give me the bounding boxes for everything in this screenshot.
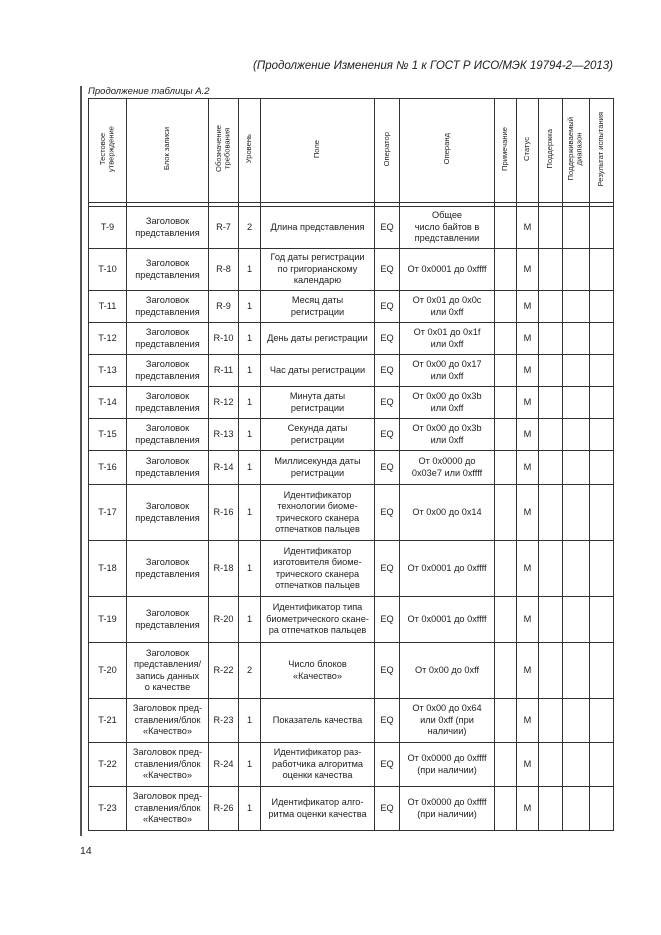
- level-cell: 1: [239, 387, 261, 419]
- operator-cell: EQ: [375, 291, 400, 323]
- record-block-cell: Заголовок представления: [127, 419, 209, 451]
- operator-cell: EQ: [375, 597, 400, 643]
- level-cell: 1: [239, 597, 261, 643]
- test-id-cell: T-17: [89, 485, 127, 541]
- status-cell: M: [517, 541, 539, 597]
- test-id-cell: T-22: [89, 743, 127, 787]
- note-cell: [495, 597, 517, 643]
- column-header-operator: Оператор: [381, 131, 391, 166]
- level-cell: 1: [239, 485, 261, 541]
- requirement-cell: R-26: [209, 787, 239, 831]
- field-cell: Год даты регистрации по григорианскому календарю: [261, 249, 375, 291]
- operator-cell: EQ: [375, 419, 400, 451]
- field-cell: Идентификатор технологии биоме- трического сканера отпечатков пальцев: [261, 485, 375, 541]
- status-cell: M: [517, 249, 539, 291]
- record-block-cell: Заголовок представления: [127, 291, 209, 323]
- level-cell: 2: [239, 643, 261, 699]
- result-cell: [590, 207, 614, 249]
- requirement-cell: R-20: [209, 597, 239, 643]
- header-cell: [539, 99, 563, 203]
- record-block-cell: Заголовок пред- ставления/блок «Качество»: [127, 743, 209, 787]
- header-cell: [517, 99, 539, 203]
- result-cell: [590, 743, 614, 787]
- header-cell: [400, 99, 495, 203]
- range-cell: [563, 291, 590, 323]
- record-block-cell: Заголовок представления: [127, 485, 209, 541]
- status-cell: M: [517, 485, 539, 541]
- header-cell: [590, 99, 614, 203]
- record-block-cell: Заголовок представления: [127, 207, 209, 249]
- operator-cell: EQ: [375, 787, 400, 831]
- test-id-cell: T-11: [89, 291, 127, 323]
- level-cell: 1: [239, 291, 261, 323]
- level-cell: 1: [239, 249, 261, 291]
- operator-cell: EQ: [375, 485, 400, 541]
- status-cell: M: [517, 597, 539, 643]
- result-cell: [590, 597, 614, 643]
- page-number: 14: [80, 845, 92, 857]
- test-id-cell: T-16: [89, 451, 127, 485]
- level-cell: 2: [239, 207, 261, 249]
- table-row: [89, 355, 614, 387]
- requirement-cell: R-7: [209, 207, 239, 249]
- level-cell: 1: [239, 787, 261, 831]
- operand-cell: От 0x0001 до 0xffff: [400, 249, 495, 291]
- test-id-cell: T-23: [89, 787, 127, 831]
- record-block-cell: Заголовок представления: [127, 451, 209, 485]
- field-cell: Минута даты регистрации: [261, 387, 375, 419]
- column-header-range: Поддерживаемый диапазон: [566, 117, 584, 181]
- margin-rule: [80, 86, 82, 836]
- table-row: [89, 787, 614, 831]
- status-cell: M: [517, 643, 539, 699]
- operand-cell: От 0x00 до 0x14: [400, 485, 495, 541]
- header-cell: [563, 99, 590, 203]
- field-cell: Идентификатор типа биометрического скане- ра отпечатков пальцев: [261, 597, 375, 643]
- operator-cell: EQ: [375, 743, 400, 787]
- header-cell: [239, 99, 261, 203]
- operand-cell: От 0x00 до 0x3b или 0xff: [400, 419, 495, 451]
- column-header-result: Результат испытания: [596, 111, 606, 186]
- field-cell: Миллисекунда даты регистрации: [261, 451, 375, 485]
- status-cell: M: [517, 787, 539, 831]
- result-cell: [590, 291, 614, 323]
- header-cell: [375, 99, 400, 203]
- requirement-cell: R-12: [209, 387, 239, 419]
- status-cell: M: [517, 355, 539, 387]
- table-row: [89, 743, 614, 787]
- range-cell: [563, 541, 590, 597]
- operand-cell: От 0x01 до 0x0c или 0xff: [400, 291, 495, 323]
- field-cell: Идентификатор алго- ритма оценки качества: [261, 787, 375, 831]
- operand-cell: От 0x0000 до 0x03e7 или 0xffff: [400, 451, 495, 485]
- range-cell: [563, 787, 590, 831]
- level-cell: 1: [239, 323, 261, 355]
- operand-cell: От 0x00 до 0x17 или 0xff: [400, 355, 495, 387]
- column-header-level: Уровень: [244, 134, 254, 164]
- test-id-cell: T-12: [89, 323, 127, 355]
- result-cell: [590, 451, 614, 485]
- support-cell: [539, 643, 563, 699]
- result-cell: [590, 643, 614, 699]
- column-header-status: Статус: [522, 136, 532, 161]
- note-cell: [495, 699, 517, 743]
- result-cell: [590, 355, 614, 387]
- field-cell: Секунда даты регистрации: [261, 419, 375, 451]
- table-row: [89, 541, 614, 597]
- range-cell: [563, 451, 590, 485]
- requirement-cell: R-9: [209, 291, 239, 323]
- operand-cell: От 0x0000 до 0xffff (при наличии): [400, 743, 495, 787]
- operator-cell: EQ: [375, 643, 400, 699]
- range-cell: [563, 597, 590, 643]
- test-id-cell: T-21: [89, 699, 127, 743]
- field-cell: День даты регистрации: [261, 323, 375, 355]
- operand-cell: От 0x0001 до 0xffff: [400, 597, 495, 643]
- support-cell: [539, 387, 563, 419]
- table-row: [89, 249, 614, 291]
- level-cell: 1: [239, 355, 261, 387]
- level-cell: 1: [239, 451, 261, 485]
- table-row: [89, 451, 614, 485]
- table-body: [89, 203, 614, 831]
- header-cell: [261, 99, 375, 203]
- support-cell: [539, 485, 563, 541]
- note-cell: [495, 643, 517, 699]
- column-header-test: Тестовое утверждение: [97, 125, 116, 172]
- requirement-cell: R-13: [209, 419, 239, 451]
- note-cell: [495, 355, 517, 387]
- column-header-block: Блок записи: [162, 127, 172, 171]
- requirement-cell: R-8: [209, 249, 239, 291]
- status-cell: M: [517, 743, 539, 787]
- test-id-cell: T-20: [89, 643, 127, 699]
- requirement-cell: R-11: [209, 355, 239, 387]
- requirement-cell: R-10: [209, 323, 239, 355]
- record-block-cell: Заголовок представления: [127, 387, 209, 419]
- range-cell: [563, 419, 590, 451]
- field-cell: Час даты регистрации: [261, 355, 375, 387]
- record-block-cell: Заголовок пред- ставления/блок «Качество»: [127, 699, 209, 743]
- level-cell: 1: [239, 419, 261, 451]
- record-block-cell: Заголовок представления/ запись данных о качестве: [127, 643, 209, 699]
- table-caption: Продолжение таблицы А.2: [88, 86, 210, 97]
- header-cell: [89, 99, 127, 203]
- range-cell: [563, 643, 590, 699]
- support-cell: [539, 291, 563, 323]
- operator-cell: EQ: [375, 451, 400, 485]
- level-cell: 1: [239, 699, 261, 743]
- table-row: [89, 485, 614, 541]
- note-cell: [495, 387, 517, 419]
- status-cell: M: [517, 699, 539, 743]
- range-cell: [563, 743, 590, 787]
- field-cell: Месяц даты регистрации: [261, 291, 375, 323]
- operand-cell: От 0x00 до 0x64 или 0xff (при наличии): [400, 699, 495, 743]
- operand-cell: Общее число байтов в представлении: [400, 207, 495, 249]
- table-row: [89, 419, 614, 451]
- table-row: [89, 597, 614, 643]
- note-cell: [495, 743, 517, 787]
- level-cell: 1: [239, 743, 261, 787]
- support-cell: [539, 207, 563, 249]
- result-cell: [590, 541, 614, 597]
- result-cell: [590, 485, 614, 541]
- status-cell: M: [517, 387, 539, 419]
- test-id-cell: T-13: [89, 355, 127, 387]
- note-cell: [495, 541, 517, 597]
- requirement-cell: R-18: [209, 541, 239, 597]
- note-cell: [495, 323, 517, 355]
- field-cell: Идентификатор изготовителя биоме- трического сканера отпечатков пальцев: [261, 541, 375, 597]
- result-cell: [590, 249, 614, 291]
- requirement-cell: R-23: [209, 699, 239, 743]
- header-cell: [495, 99, 517, 203]
- note-cell: [495, 207, 517, 249]
- operand-cell: От 0x00 до 0x3b или 0xff: [400, 387, 495, 419]
- requirement-cell: R-22: [209, 643, 239, 699]
- support-cell: [539, 355, 563, 387]
- note-cell: [495, 485, 517, 541]
- operator-cell: EQ: [375, 207, 400, 249]
- range-cell: [563, 485, 590, 541]
- requirements-table: [88, 98, 614, 831]
- status-cell: M: [517, 291, 539, 323]
- operand-cell: От 0x0000 до 0xffff (при наличии): [400, 787, 495, 831]
- operator-cell: EQ: [375, 387, 400, 419]
- support-cell: [539, 743, 563, 787]
- support-cell: [539, 787, 563, 831]
- result-cell: [590, 387, 614, 419]
- status-cell: M: [517, 419, 539, 451]
- operator-cell: EQ: [375, 323, 400, 355]
- note-cell: [495, 291, 517, 323]
- result-cell: [590, 323, 614, 355]
- record-block-cell: Заголовок пред- ставления/блок «Качество»: [127, 787, 209, 831]
- column-header-operand: Операнд: [441, 133, 451, 165]
- result-cell: [590, 419, 614, 451]
- table-row: [89, 323, 614, 355]
- test-id-cell: T-19: [89, 597, 127, 643]
- requirement-cell: R-24: [209, 743, 239, 787]
- test-id-cell: T-9: [89, 207, 127, 249]
- table-row: [89, 387, 614, 419]
- page-header: (Продолжение Изменения № 1 к ГОСТ Р ИСО/МЭК 19794-2—2013): [253, 60, 613, 72]
- field-cell: Показатель качества: [261, 699, 375, 743]
- record-block-cell: Заголовок представления: [127, 597, 209, 643]
- range-cell: [563, 387, 590, 419]
- operator-cell: EQ: [375, 355, 400, 387]
- record-block-cell: Заголовок представления: [127, 355, 209, 387]
- level-cell: 1: [239, 541, 261, 597]
- operand-cell: От 0x01 до 0x1f или 0xff: [400, 323, 495, 355]
- support-cell: [539, 323, 563, 355]
- support-cell: [539, 451, 563, 485]
- operator-cell: EQ: [375, 249, 400, 291]
- operator-cell: EQ: [375, 699, 400, 743]
- support-cell: [539, 541, 563, 597]
- column-header-support: Поддержка: [545, 128, 555, 169]
- field-cell: Идентификатор раз- работчика алгоритма оценки качества: [261, 743, 375, 787]
- requirement-cell: R-16: [209, 485, 239, 541]
- header-row: [89, 99, 614, 203]
- note-cell: [495, 451, 517, 485]
- column-header-requirement: Обозначение требования: [213, 125, 232, 173]
- operand-cell: От 0x00 до 0xff: [400, 643, 495, 699]
- range-cell: [563, 699, 590, 743]
- result-cell: [590, 699, 614, 743]
- header-cell: [127, 99, 209, 203]
- operand-cell: От 0x0001 до 0xffff: [400, 541, 495, 597]
- column-header-note: Примечание: [500, 126, 510, 171]
- table-row: [89, 643, 614, 699]
- range-cell: [563, 323, 590, 355]
- table-row: [89, 291, 614, 323]
- status-cell: M: [517, 207, 539, 249]
- header-cell: [209, 99, 239, 203]
- status-cell: M: [517, 451, 539, 485]
- field-cell: Число блоков «Качество»: [261, 643, 375, 699]
- support-cell: [539, 699, 563, 743]
- note-cell: [495, 249, 517, 291]
- support-cell: [539, 249, 563, 291]
- note-cell: [495, 787, 517, 831]
- operator-cell: EQ: [375, 541, 400, 597]
- record-block-cell: Заголовок представления: [127, 249, 209, 291]
- result-cell: [590, 787, 614, 831]
- support-cell: [539, 419, 563, 451]
- test-id-cell: T-10: [89, 249, 127, 291]
- column-header-field: Поле: [312, 139, 322, 158]
- test-id-cell: T-15: [89, 419, 127, 451]
- field-cell: Длина представления: [261, 207, 375, 249]
- note-cell: [495, 419, 517, 451]
- test-id-cell: T-14: [89, 387, 127, 419]
- range-cell: [563, 207, 590, 249]
- requirement-cell: R-14: [209, 451, 239, 485]
- test-id-cell: T-18: [89, 541, 127, 597]
- table-row: [89, 699, 614, 743]
- status-cell: M: [517, 323, 539, 355]
- range-cell: [563, 249, 590, 291]
- record-block-cell: Заголовок представления: [127, 541, 209, 597]
- record-block-cell: Заголовок представления: [127, 323, 209, 355]
- table-row: [89, 207, 614, 249]
- range-cell: [563, 355, 590, 387]
- support-cell: [539, 597, 563, 643]
